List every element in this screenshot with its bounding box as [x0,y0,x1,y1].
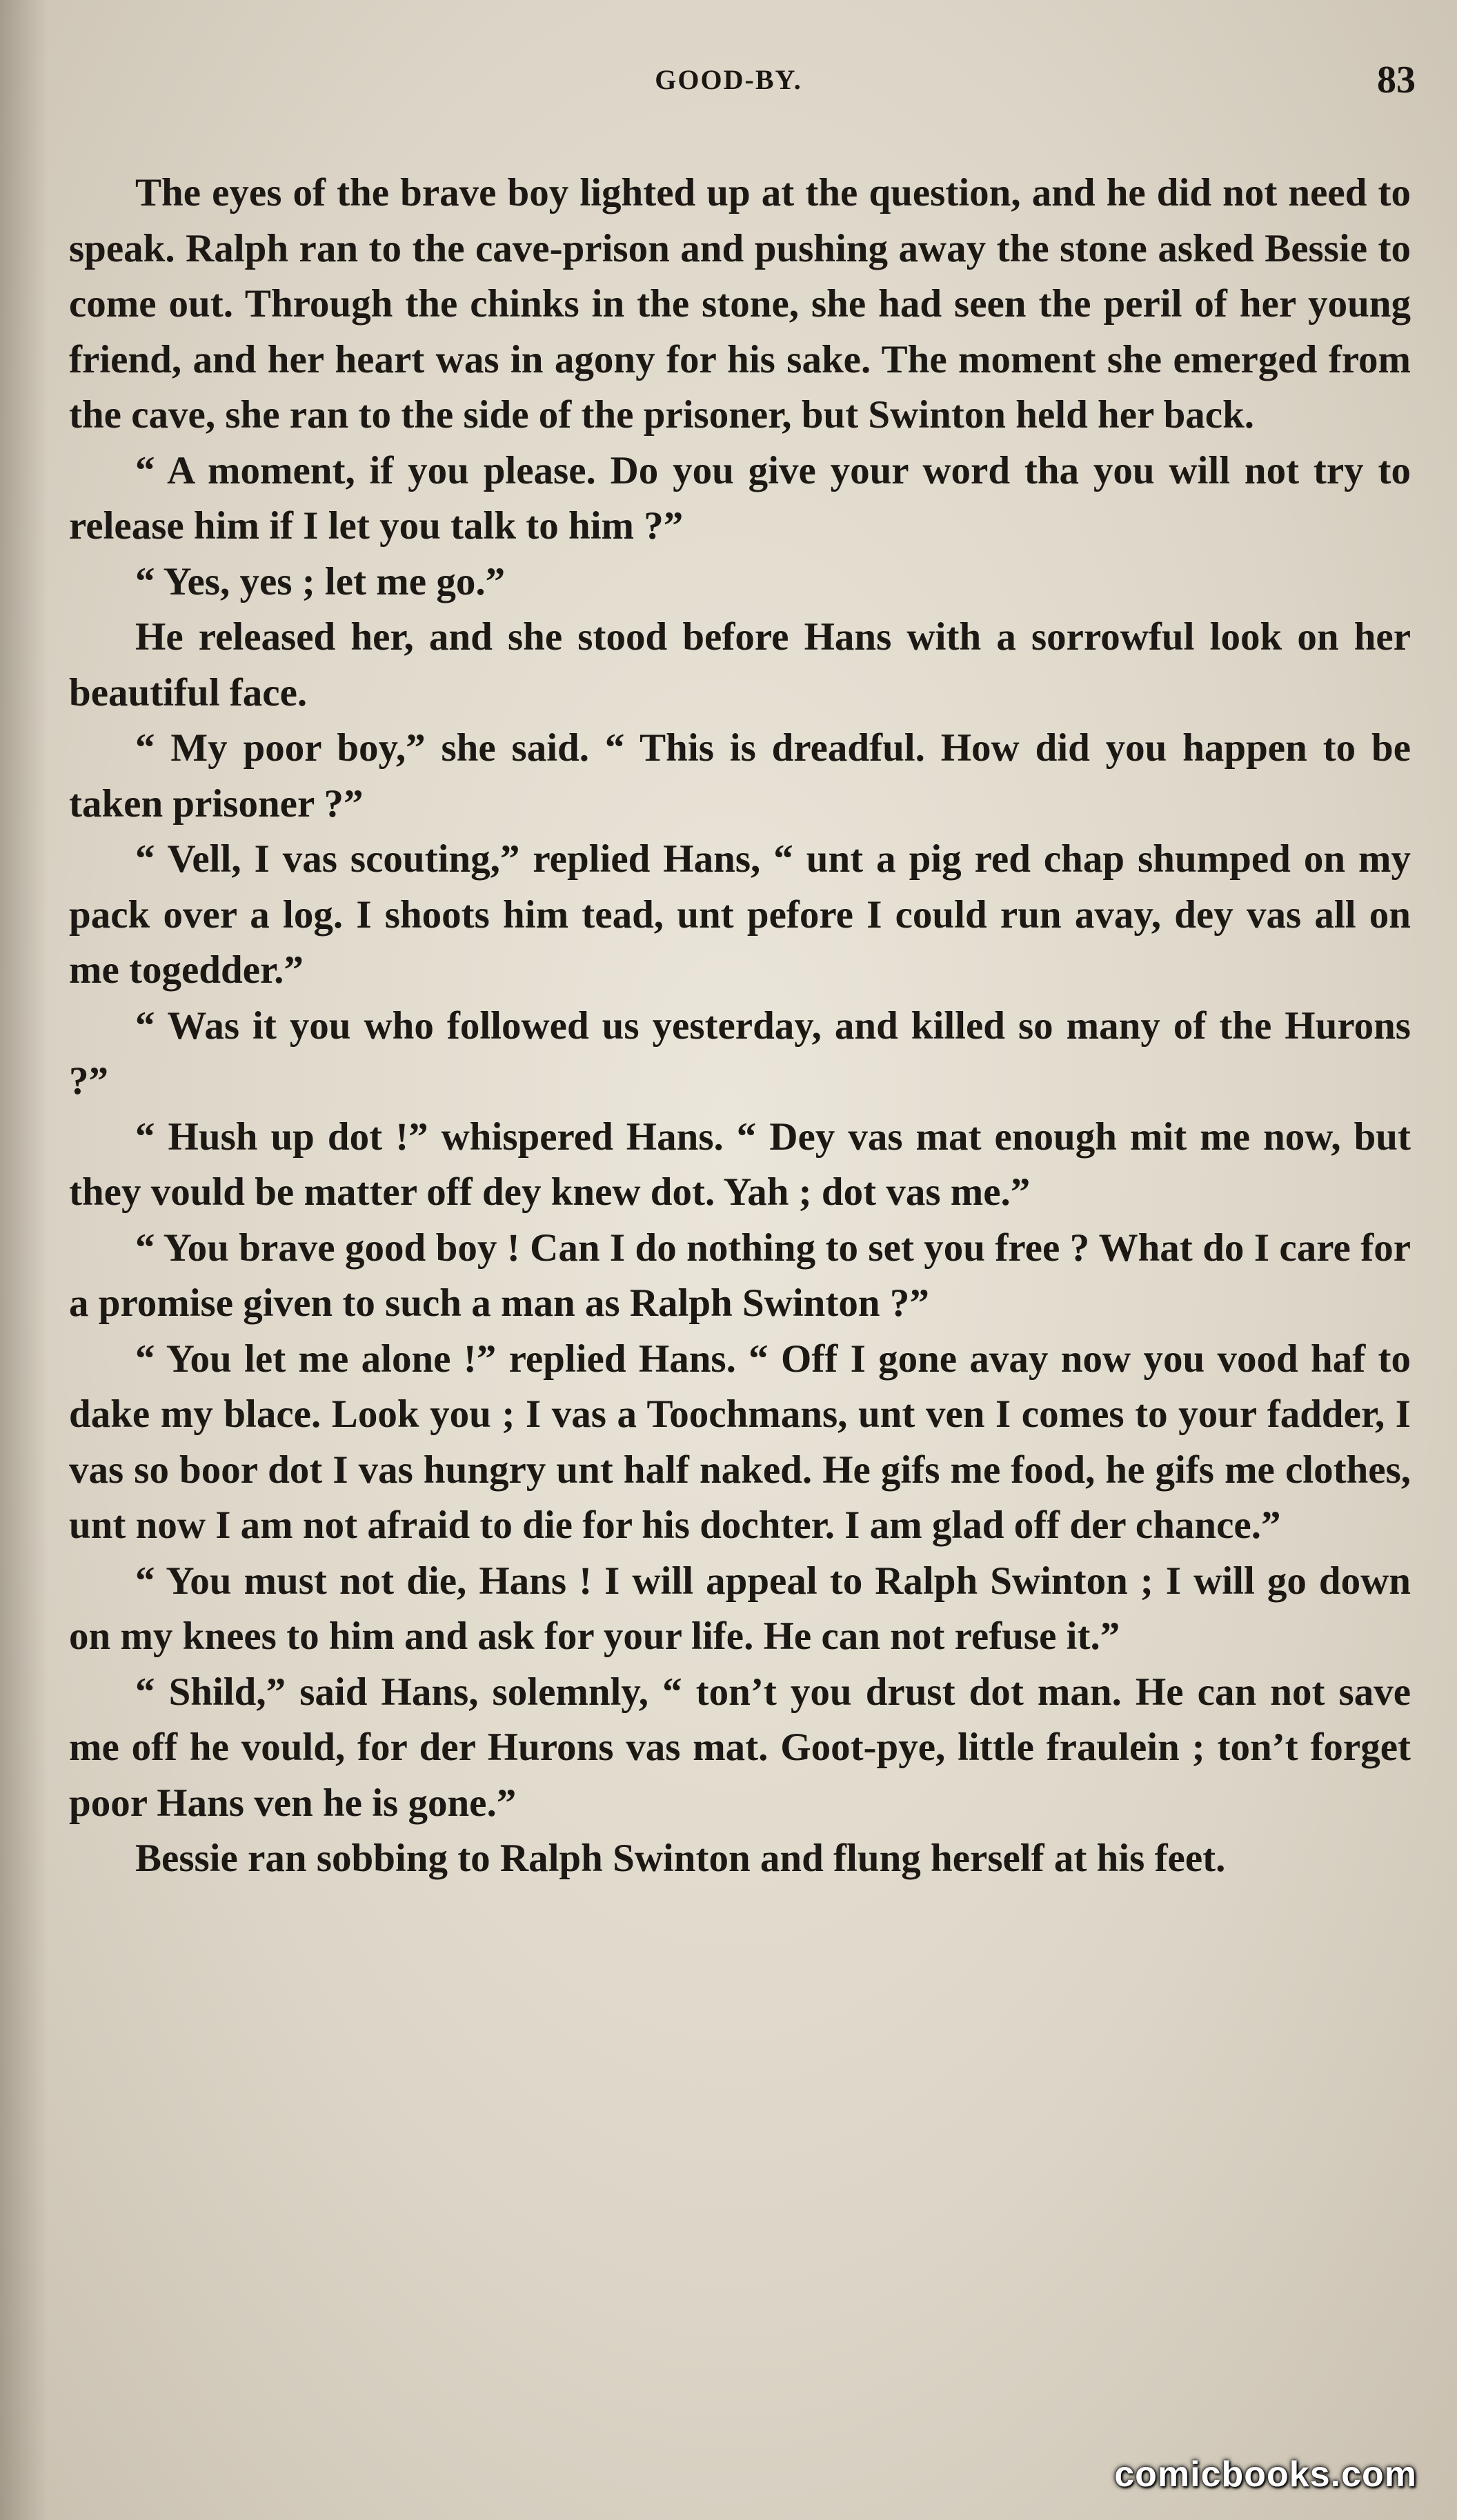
paragraph: He released her, and she stood before Hans with a sorrowful look on her beautiful face. [69,615,1411,714]
paragraph: “ Yes, yes ; let me go.” [135,559,506,603]
paragraph: “ Was it you who followed us yesterday, and killed so many of the Hurons ?” [69,1003,1411,1103]
page-number: 83 [1377,59,1416,101]
page-header [0,59,1457,105]
running-head: GOOD-BY. [655,64,802,95]
watermark: comicbooks.com [1114,2454,1417,2494]
paragraph: “ Shild,” said Hans, solemnly, “ ton’t you drust dot man. He can not save me off he vould, for der Hurons vas mat. Goot-pye, little fraulein ; ton’t forget poor Hans ven he is gone.” [69,1670,1411,1825]
paragraph: “ You let me alone !” replied Hans. “ Off I gone avay now you vood haf to dake my blace. Look you ; I vas a Toochmans, unt ven I comes to your fadder, I vas so boor dot I vas hungry unt half naked. He gifs me food, he gifs me clothes, unt now I am not afraid to die for his dochter. I am glad off der chance.” [69,1337,1411,1547]
paragraph: “ Hush up dot !” whispered Hans. “ Dey vas mat enough mit me now, but they vould be matter off dey knew dot. Yah ; dot vas me.” [69,1114,1411,1214]
paragraph: “ Vell, I vas scouting,” replied Hans, “ unt a pig red chap shumped on my pack over a log. I shoots him tead, unt pefore I could run avay, dey vas all on me togedder.” [69,837,1411,992]
paragraph: “ You must not die, Hans ! I will appeal to Ralph Swinton ; I will go down on my knees to him and ask for your life. He can not refuse it.” [69,1559,1411,1658]
page-edge-shadow [0,0,48,2520]
paragraph: “ You brave good boy ! Can I do nothing to set you free ? What do I care for a promise given to such a man as Ralph Swinton ?” [69,1226,1411,1325]
paragraph: Bessie ran sobbing to Ralph Swinton and flung herself at his feet. [135,1837,1226,1880]
paragraph: “ A moment, if you please. Do you give your word tha you will not try to release him if I let you talk to him ?” [69,448,1411,548]
paragraph: The eyes of the brave boy lighted up at the question, and he did not need to speak. Ralph ran to the cave-prison and pushing away the stone asked Bessie to come out. Through the chinks in the stone, she had seen the peril of her young friend, and her heart was in agony for his sake. The moment she emerged from the cave, she ran to the side of the prisoner, but Swinton held her back. [69,171,1411,437]
body-text [69,166,1411,1887]
paragraph: “ My poor boy,” she said. “ This is dreadful. How did you happen to be taken prisoner ?” [69,726,1411,826]
